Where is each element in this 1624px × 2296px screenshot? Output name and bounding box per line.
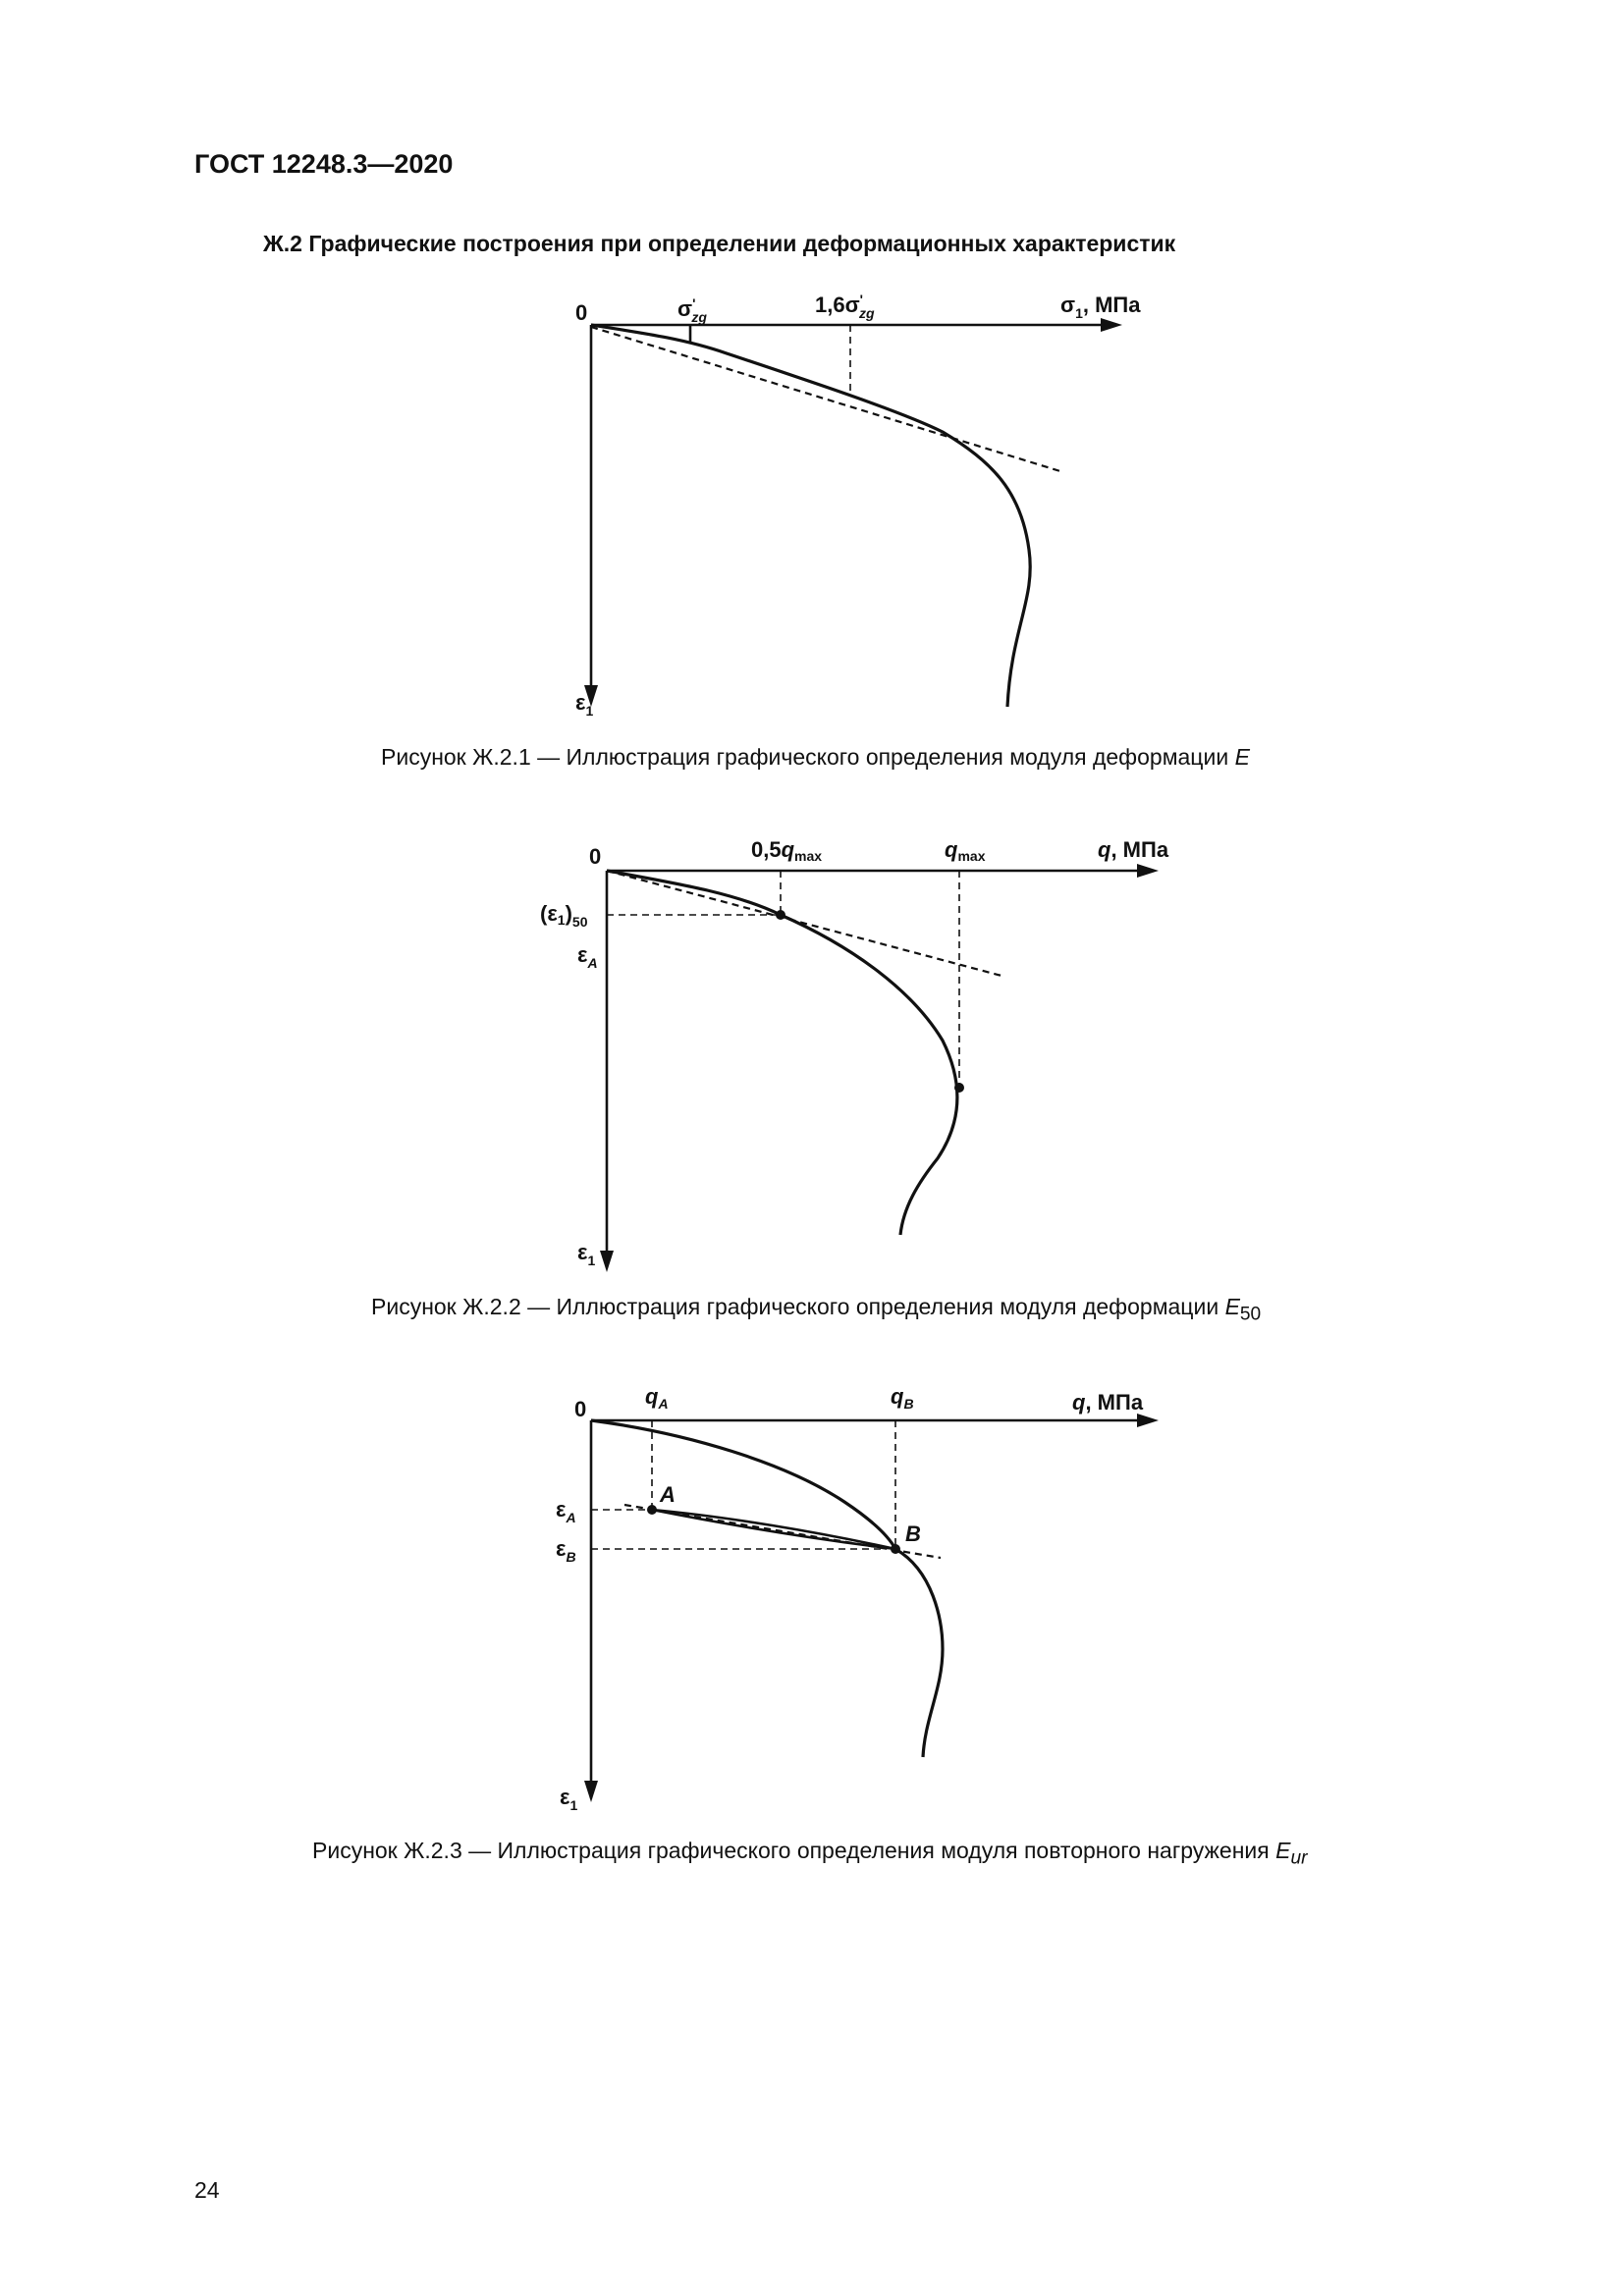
fig3-y-arrow [584, 1781, 598, 1802]
document-header: ГОСТ 12248.3—2020 [194, 149, 454, 179]
fig3-y-axis-label: $\varepsilon_1$ [560, 1785, 578, 1813]
fig2-y-tick2-label: $\varepsilon_A$ [577, 942, 598, 971]
fig2-tick2-label: qmax [945, 837, 986, 864]
fig1-tick2-label: 1,6σ' zg [815, 292, 875, 321]
fig2-y-tick1-label: $(\varepsilon 1)_{50}$ [540, 901, 588, 930]
fig3-continuation-curve [895, 1549, 943, 1757]
fig3-y-tick1-label: $\varepsilon_A$ [556, 1497, 576, 1525]
fig2-origin-label: 0 [589, 844, 602, 869]
fig1-tick1-label: σ' zg [677, 295, 707, 325]
figure-3-caption: Рисунок Ж.2.3 — Иллюстрация графического определения модуля повторного нагружения $E_{ur}$ [312, 1838, 1308, 1869]
fig1-y-axis-label: $\varepsilon_1$ [575, 690, 594, 719]
fig3-tick2-label: $q_B$ [891, 1384, 914, 1412]
fig3-y-tick2-label: $\varepsilon_B$ [556, 1536, 576, 1565]
fig3-tick1-label: $q_A$ [645, 1384, 669, 1412]
page-number: 24 [194, 2177, 220, 2203]
fig3-point-a [647, 1505, 657, 1515]
fig1-x-axis-label: $\sigma_1$, МПа [1060, 293, 1141, 321]
fig3-point-b [891, 1544, 900, 1554]
fig3-loading-curve [591, 1420, 895, 1549]
fig2-x-axis-label: q, МПа [1098, 837, 1169, 862]
fig3-point-a-label: A [660, 1482, 676, 1507]
fig1-origin-label: 0 [575, 300, 588, 325]
figure-2-caption: Рисунок Ж.2.2 — Иллюстрация графического определения модуля деформации $E_{50}$ [371, 1294, 1262, 1325]
fig3-x-axis-label: q, МПа [1072, 1390, 1144, 1415]
fig3-x-arrow [1137, 1414, 1159, 1427]
fig2-y-axis-label: $\varepsilon_1$ [577, 1240, 596, 1268]
section-title: Ж.2 Графические построения при определении деформационных характеристик [263, 231, 1176, 256]
fig3-point-b-label: B [905, 1522, 921, 1546]
fig3-origin-label: 0 [574, 1397, 587, 1421]
fig2-tick1-label: 0,5qmax [751, 837, 823, 864]
figure-1-caption: Рисунок Ж.2.1 — Иллюстрация графического определения модуля деформации E [381, 744, 1250, 770]
